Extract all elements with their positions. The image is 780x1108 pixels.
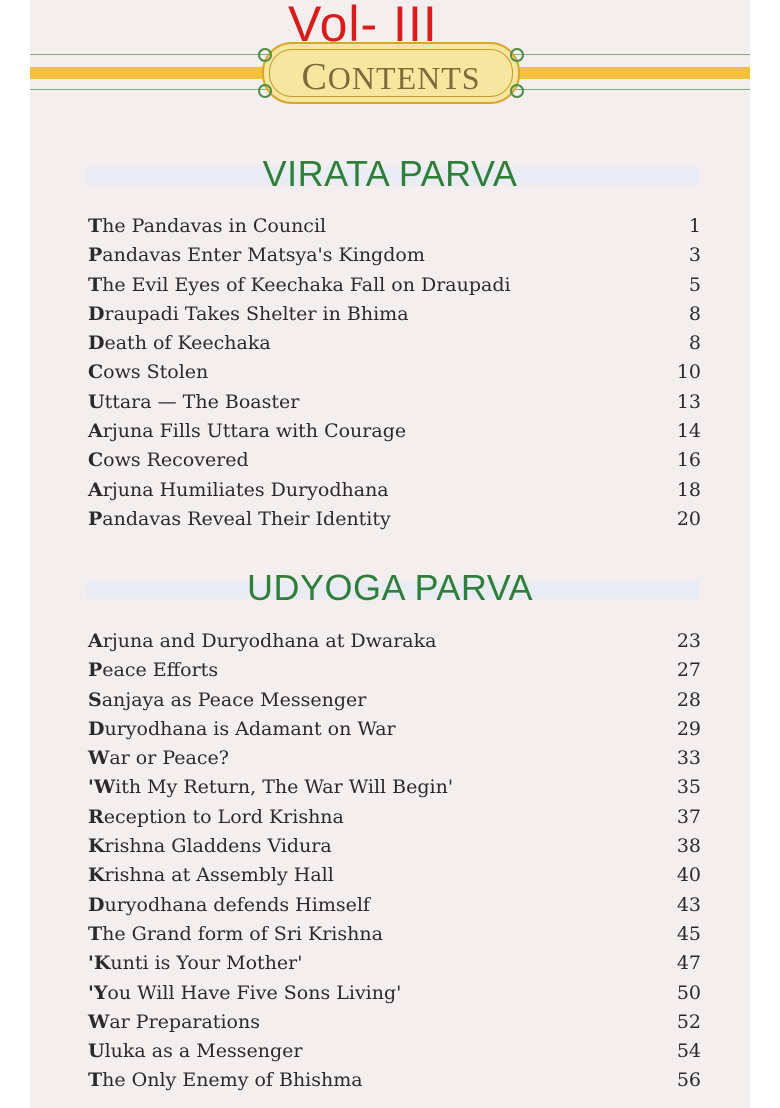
contents-title-initial: C [301,56,328,98]
entry-title: he Pandavas in Council [102,215,327,237]
entry-initial: 'Y [88,981,108,1004]
entry-page-number: 28 [676,688,701,711]
entry-page-number: 35 [676,776,701,799]
entry-page-number: 20 [676,507,701,530]
entry-title: ar or Peace? [109,747,229,770]
entry-initial: K [88,864,105,887]
entry-page-number: 37 [676,805,701,828]
contents-title [264,57,518,98]
entry-initial: U [88,1040,105,1063]
toc-entry [88,505,701,534]
entry-page-number: 52 [676,1010,701,1033]
entry-initial: T [88,273,103,296]
toc-entry [88,1066,701,1095]
volume-label: Vol- III [288,0,438,52]
toc-entry [88,476,701,505]
toc-entry [88,241,701,270]
entry-initial: A [88,478,103,501]
entry-page-number: 43 [676,893,701,916]
entry-page-number: 29 [676,717,701,740]
section-title-virata: VIRATA PARVA [262,153,518,194]
entry-title: uryodhana is Adamant on War [104,717,396,740]
entry-initial: 'W [88,776,116,799]
toc-entry [88,358,701,387]
entry-title: ar Preparations [109,1010,260,1033]
entry-title: uryodhana defends Himself [104,893,370,916]
toc-entry [88,744,701,773]
toc-entry [88,417,701,446]
entry-initial: A [88,420,103,443]
entry-page-number: 10 [676,361,701,384]
entry-title: raupadi Takes Shelter in Bhima [104,302,409,325]
toc-entry [88,686,701,715]
toc-list-udyoga [88,627,701,1096]
entry-title: he Evil Eyes of Keechaka Fall on Draupadi [102,273,511,296]
entry-page-number: 1 [688,215,701,237]
entry-title: he Only Enemy of Bhishma [102,1069,363,1092]
entry-page-number: 27 [676,659,701,682]
entry-title: rjuna Humiliates Duryodhana [102,478,389,501]
entry-initial: P [88,659,103,682]
toc-entry [88,861,701,890]
toc-entry [88,891,701,920]
toc-entry [88,832,701,861]
entry-title: unti is Your Mother' [110,952,303,975]
entry-page-number: 16 [676,449,701,472]
entry-page-number: 50 [676,981,701,1004]
entry-initial: C [88,361,104,384]
entry-initial: C [88,449,104,472]
entry-title: he Grand form of Sri Krishna [102,922,383,945]
entry-page-number: 56 [676,1069,701,1092]
entry-title: ou Will Have Five Sons Living' [107,981,402,1004]
entry-initial: W [88,747,110,770]
entry-title: ith My Return, The War Will Begin' [115,776,454,799]
entry-page-number: 47 [676,952,701,975]
entry-page-number: 54 [676,1040,701,1063]
entry-title: eath of Keechaka [104,332,271,355]
entry-initial: D [88,893,105,916]
entry-page-number: 3 [688,244,701,267]
entry-title: rjuna and Duryodhana at Dwaraka [102,630,437,652]
toc-entry [88,803,701,832]
toc-entry [88,388,701,417]
entry-title: ttara — The Boaster [104,390,300,413]
toc-entry [88,979,701,1008]
entry-initial: P [88,244,103,267]
toc-entry [88,949,701,978]
entry-title: ows Recovered [103,449,249,472]
entry-title: rishna at Assembly Hall [104,864,334,887]
book-page [30,0,750,1108]
entry-title: ows Stolen [103,361,209,384]
entry-initial: W [88,1010,110,1033]
entry-initial: A [88,630,103,652]
entry-title: luka as a Messenger [104,1040,303,1063]
toc-entry [88,329,701,358]
toc-entry [88,715,701,744]
entry-title: eace Efforts [102,659,219,682]
entry-title: andavas Reveal Their Identity [102,507,391,530]
toc-entry [88,212,701,241]
entry-initial: R [88,805,104,828]
contents-title-rest: ONTENTS [327,60,481,96]
entry-page-number: 13 [676,390,701,413]
entry-initial: P [88,507,103,530]
toc-entry [88,627,701,656]
entry-initial: D [88,717,105,740]
section-title-udyoga: UDYOGA PARVA [246,567,534,608]
entry-page-number: 8 [688,302,701,325]
entry-title: anjaya as Peace Messenger [101,688,367,711]
entry-initial: D [88,302,105,325]
entry-page-number: 14 [676,420,701,443]
entry-page-number: 5 [688,273,701,296]
entry-page-number: 33 [676,747,701,770]
entry-initial: T [88,1069,103,1092]
entry-page-number: 8 [688,332,701,355]
entry-initial: U [88,390,105,413]
entry-initial: S [88,688,102,711]
entry-initial: T [88,215,103,237]
entry-initial: 'K [88,952,111,975]
entry-page-number: 38 [676,835,701,858]
toc-entry [88,446,701,475]
toc-entry [88,1037,701,1066]
entry-title: rjuna Fills Uttara with Courage [102,420,407,443]
entry-title: rishna Gladdens Vidura [104,835,332,858]
entry-page-number: 40 [676,864,701,887]
entry-page-number: 45 [676,922,701,945]
entry-initial: T [88,922,103,945]
toc-entry [88,300,701,329]
toc-entry [88,920,701,949]
toc-list-virata [88,212,701,534]
toc-entry [88,1008,701,1037]
entry-initial: D [88,332,105,355]
toc-entry [88,656,701,685]
toc-entry [88,271,701,300]
entry-title: eception to Lord Krishna [103,805,344,828]
entry-initial: K [88,835,105,858]
entry-page-number: 23 [676,630,701,652]
entry-title: andavas Enter Matsya's Kingdom [102,244,425,267]
toc-entry [88,773,701,802]
entry-page-number: 18 [676,478,701,501]
